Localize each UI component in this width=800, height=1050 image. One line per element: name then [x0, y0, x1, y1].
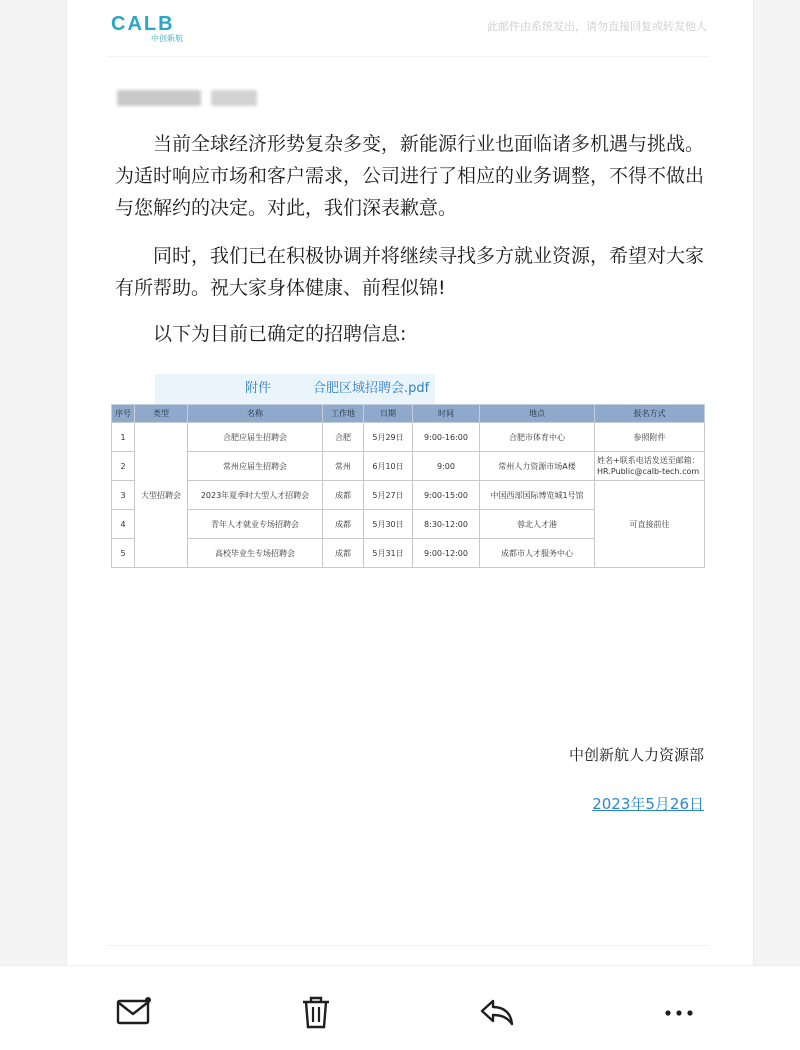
blurred-recipient	[117, 90, 201, 106]
cell-time: 9:00	[413, 452, 480, 481]
cell-date: 6月10日	[364, 452, 413, 481]
cell-name: 常州应届生招聘会	[188, 452, 323, 481]
column-header: 日期	[364, 405, 413, 423]
cell-date: 5月31日	[364, 539, 413, 568]
cell-signup: 姓名+联系电话发送至邮箱：HR.Public@calb-tech.com	[595, 452, 705, 481]
cell-place: 合肥市体育中心	[480, 423, 595, 452]
cell-date: 5月30日	[364, 510, 413, 539]
recruitment-table	[111, 404, 705, 568]
cell-city: 成都	[323, 481, 364, 510]
column-header: 名称	[188, 405, 323, 423]
cell-no: 3	[112, 481, 135, 510]
attachment-link[interactable]	[155, 374, 435, 404]
cell-place: 中国西部国际博览城1号馆	[480, 481, 595, 510]
trash-icon	[296, 992, 336, 1032]
cell-signup: 参照附件	[595, 423, 705, 452]
cell-no: 5	[112, 539, 135, 568]
email-page	[66, 0, 754, 965]
cell-type: 大型招聘会	[135, 423, 188, 568]
signature-department: 中创新航人力资源部	[568, 746, 704, 764]
delete-button[interactable]	[296, 992, 336, 1032]
cell-time: 9:00-12:00	[413, 539, 480, 568]
reply-button[interactable]	[477, 992, 517, 1032]
calb-logo	[111, 14, 183, 44]
cell-name: 合肥应届生招聘会	[188, 423, 323, 452]
cell-time: 8:30-12:00	[413, 510, 480, 539]
more-button[interactable]	[659, 992, 699, 1032]
cell-no: 2	[112, 452, 135, 481]
signature-date[interactable]: 2023年5月26日	[592, 795, 704, 813]
attachment-filename[interactable]: 合肥区域招聘会.pdf	[313, 381, 430, 396]
mail-icon	[114, 992, 154, 1032]
mark-unread-button[interactable]	[114, 992, 154, 1032]
cell-no: 4	[112, 510, 135, 539]
cell-name: 高校毕业生专场招聘会	[188, 539, 323, 568]
cell-date: 5月29日	[364, 423, 413, 452]
body-paragraph: 以下为目前已确定的招聘信息:	[153, 323, 407, 345]
table-header-row	[112, 405, 705, 423]
cell-time: 9:00-15:00	[413, 481, 480, 510]
cell-name: 2023年夏季时大型人才招聘会	[188, 481, 323, 510]
bottom-toolbar	[0, 965, 800, 1050]
reply-icon	[477, 992, 517, 1032]
table-row	[112, 481, 705, 510]
table-row	[112, 423, 705, 452]
logo-brand: CALB	[111, 13, 175, 35]
column-header: 报名方式	[595, 405, 705, 423]
cell-city: 成都	[323, 510, 364, 539]
cell-signup: 可直接前往	[595, 481, 705, 568]
divider	[107, 56, 709, 57]
column-header: 地点	[480, 405, 595, 423]
column-header: 序号	[112, 405, 135, 423]
table-row	[112, 452, 705, 481]
system-notice: 此邮件由系统发出，请勿直接回复或转发他人	[487, 20, 707, 33]
blurred-recipient	[211, 90, 257, 106]
more-icon	[659, 992, 699, 1032]
column-header: 工作地	[323, 405, 364, 423]
cell-place: 成都市人才服务中心	[480, 539, 595, 568]
divider	[107, 945, 709, 946]
cell-city: 成都	[323, 539, 364, 568]
cell-date: 5月27日	[364, 481, 413, 510]
cell-time: 9:00-16:00	[413, 423, 480, 452]
attachment-label: 附件	[245, 381, 272, 396]
logo-subtitle: 中创新航	[151, 34, 183, 43]
body-paragraph: 同时，我们已在积极协调并将继续寻找多方就业资源，希望对大家有所帮助。祝大家身体健康、前程似锦!	[115, 245, 705, 299]
cell-city: 合肥	[323, 423, 364, 452]
cell-place: 常州人力资源市场A楼	[480, 452, 595, 481]
body-paragraph: 当前全球经济形势复杂多变，新能源行业也面临诸多机遇与挑战。为适时响应市场和客户需求，公司进行了相应的业务调整，不得不做出与您解约的决定。对此，我们深表歉意。	[115, 133, 705, 219]
column-header: 时间	[413, 405, 480, 423]
column-header: 类型	[135, 405, 188, 423]
cell-no: 1	[112, 423, 135, 452]
cell-city: 常州	[323, 452, 364, 481]
cell-name: 青年人才就业专场招聘会	[188, 510, 323, 539]
cell-place: 蓉北人才港	[480, 510, 595, 539]
